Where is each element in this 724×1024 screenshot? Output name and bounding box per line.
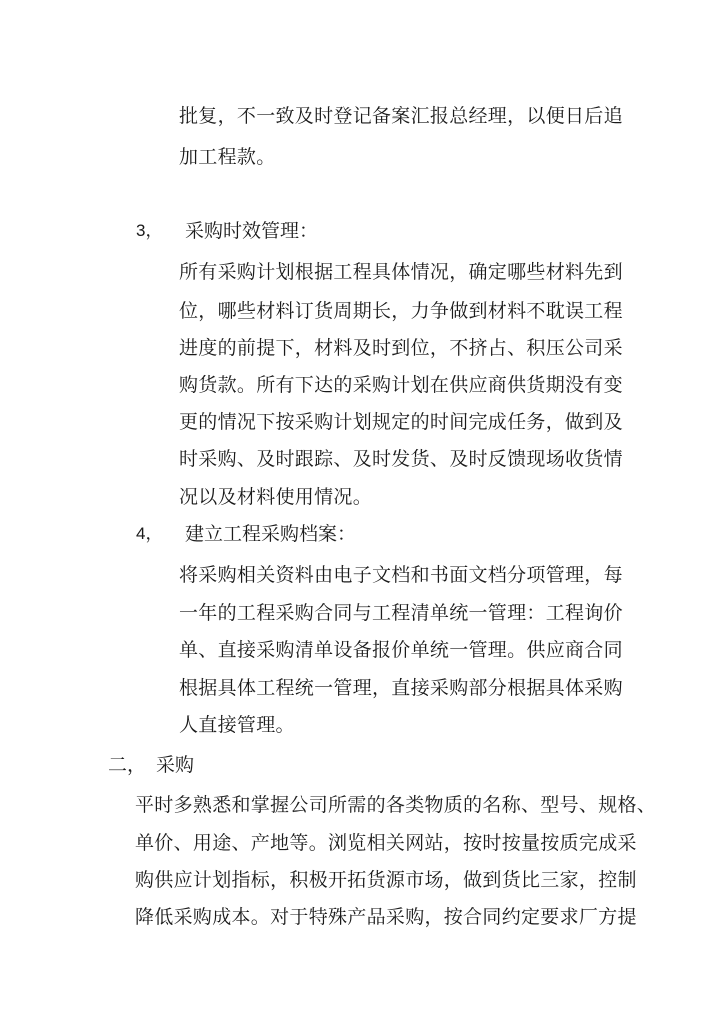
item3-line-6: 时采购、及时跟踪、及时发货、及时反馈现场收货情 — [179, 448, 623, 470]
item3-line-1: 所有采购计划根据工程具体情况，确定哪些材料先到 — [179, 261, 623, 283]
item4-line-4: 根据具体工程统一管理，直接采购部分根据具体采购 — [179, 677, 623, 699]
item4-line-5: 人直接管理。 — [179, 714, 295, 736]
section2-line-1: 平时多熟悉和掌握公司所需的各类物质的名称、型号、规格、 — [135, 794, 657, 816]
intro-line-1: 批复，不一致及时登记备案汇报总经理，以便日后追 — [179, 105, 623, 127]
section2-number: 二， — [108, 754, 147, 776]
item3-line-5: 更的情况下按采购计划规定的时间完成任务，做到及 — [179, 411, 623, 433]
item4-line-3: 单、直接采购清单设备报价单统一管理。供应商合同 — [179, 639, 623, 661]
item4-number: 4， — [136, 524, 163, 543]
section2-line-2: 单价、用途、产地等。浏览相关网站，按时按量按质完成采 — [135, 832, 637, 854]
item3-line-4: 购货款。所有下达的采购计划在供应商供货期没有变 — [179, 374, 623, 396]
section2-title: 采购 — [156, 754, 195, 776]
item4-line-2: 一年的工程采购合同与工程清单统一管理：工程询价 — [179, 602, 623, 624]
item3-line-2: 位，哪些材料订货周期长，力争做到材料不耽误工程 — [179, 300, 623, 322]
item3-line-3: 进度的前提下，材料及时到位，不挤占、积压公司采 — [179, 337, 623, 359]
item4-title: 建立工程采购档案： — [185, 523, 357, 545]
intro-line-2: 加工程款。 — [179, 146, 276, 168]
item3-number: 3， — [136, 221, 163, 240]
item4-line-1: 将采购相关资料由电子文档和书面文档分项管理，每 — [179, 564, 623, 586]
section2-line-4: 降低采购成本。对于特殊产品采购，按合同约定要求厂方提 — [135, 906, 637, 928]
section2-line-3: 购供应计划指标，积极开拓货源市场，做到货比三家，控制 — [135, 869, 637, 891]
item3-line-7: 况以及材料使用情况。 — [179, 486, 373, 508]
item3-title: 采购时效管理： — [185, 220, 319, 242]
